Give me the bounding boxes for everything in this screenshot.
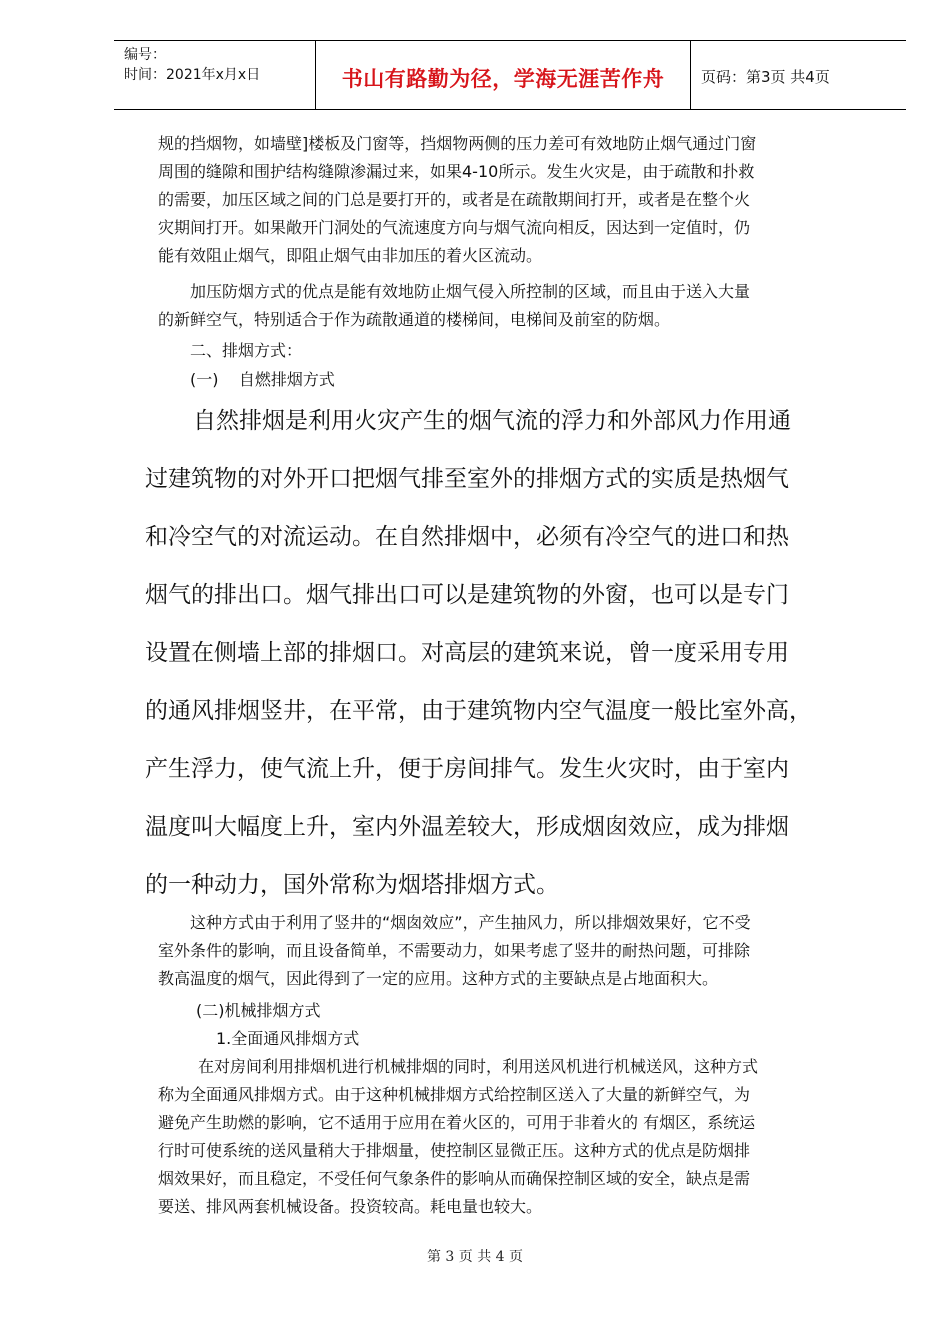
text-line: 温度叫大幅度上升，室内外温差较大，形成烟囱效应，成为排烟	[145, 814, 789, 840]
text-line: 能有效阻止烟气，即阻止烟气由非加压的着火区流动。	[158, 246, 543, 265]
subsection-heading: (一) 自燃排烟方式	[190, 370, 335, 389]
text-line: 设置在侧墙上部的排烟口。对高层的建筑来说，曾一度采用专用	[145, 640, 789, 666]
section-heading: 二、排烟方式：	[190, 341, 303, 360]
page-footer: 第 3 页 共 4 页	[426, 1249, 524, 1265]
text-line: 的新鲜空气，特别适合于作为疏散通道的楼梯间，电梯间及前室的防烟。	[158, 310, 671, 329]
page-number-label: 页码：第3页 共4页	[701, 68, 830, 86]
intro-paragraph	[158, 130, 878, 270]
text-line: 避免产生助燃的影响，它不适用于应用在着火区的，可用于非着火的 有烟区，系统运	[158, 1113, 756, 1132]
text-line: 的通风排烟竖井，在平常，由于建筑物内空气温度一般比室外高，	[145, 698, 812, 724]
advantage-paragraph	[158, 278, 878, 334]
text-line: 室外条件的影响，而且设备简单，不需要动力，如果考虑了竖井的耐热问题，可排除	[158, 941, 751, 960]
number-label: 编号：	[124, 47, 166, 63]
chimney-effect-paragraph	[158, 909, 878, 993]
page-header	[114, 40, 906, 110]
time-label: 时间：2021年x月x日	[124, 67, 261, 83]
text-line: 灾期间打开。如果敞开门洞处的气流速度方向与烟气流向相反，因达到一定值时，仍	[158, 218, 751, 237]
text-line: 的一种动力，国外常称为烟塔排烟方式。	[145, 872, 559, 898]
text-line: 烟效果好，而且稳定，不受任何气象条件的影响从而确保控制区域的安全，缺点是需	[158, 1169, 751, 1188]
mechanical-heading: (二)机械排烟方式	[196, 1001, 321, 1020]
motto-text: 书山有路勤为径，学海无涯苦作舟	[341, 66, 665, 91]
header-motto	[316, 41, 691, 109]
text-line: 这种方式由于利用了竖井的“烟囱效应”，产生抽风力，所以排烟效果好，它不受	[190, 913, 751, 932]
text-line: 加压防烟方式的优点是能有效地防止烟气侵入所控制的区域，而且由于送入大量	[190, 282, 751, 301]
text-line: 产生浮力，使气流上升，便于房间排气。发生火灾时，由于室内	[145, 756, 789, 782]
text-line: 规的挡烟物，如墙壁]楼板及门窗等，挡烟物两侧的压力差可有效地防止烟气通过门窗	[158, 134, 757, 153]
text-line: 过建筑物的对外开口把烟气排至室外的排烟方式的实质是热烟气	[145, 466, 789, 492]
header-meta	[114, 41, 316, 109]
natural-smoke-paragraph	[145, 392, 885, 914]
text-line: 行时可使系统的送风量稍大于排烟量，使控制区显微正压。这种方式的优点是防烟排	[158, 1141, 751, 1160]
text-line: 烟气的排出口。烟气排出口可以是建筑物的外窗，也可以是专门	[145, 582, 789, 608]
text-line: 的需要，加压区域之间的门总是要打开的，或者是在疏散期间打开，或者是在整个火	[158, 190, 751, 209]
text-line: 自然排烟是利用火灾产生的烟气流的浮力和外部风力作用通	[193, 408, 791, 434]
mechanical-paragraph	[158, 1053, 878, 1221]
text-line: 称为全面通风排烟方式。由于这种机械排烟方式给控制区送入了大量的新鲜空气，为	[158, 1085, 751, 1104]
header-page	[691, 41, 906, 109]
text-line: 和冷空气的对流运动。在自然排烟中，必须有冷空气的进口和热	[145, 524, 789, 550]
mechanical-subheading: 1.全面通风排烟方式	[216, 1029, 360, 1048]
text-line: 教高温度的烟气，因此得到了一定的应用。这种方式的主要缺点是占地面积大。	[158, 969, 719, 988]
text-line: 在对房间利用排烟机进行机械排烟的同时，利用送风机进行机械送风，这种方式	[198, 1057, 759, 1076]
text-line: 要送、排风两套机械设备。投资较高。耗电量也较大。	[158, 1197, 543, 1216]
text-line: 周围的缝隙和围护结构缝隙渗漏过来，如果4-10所示。发生火灾是，由于疏散和扑救	[158, 162, 755, 181]
